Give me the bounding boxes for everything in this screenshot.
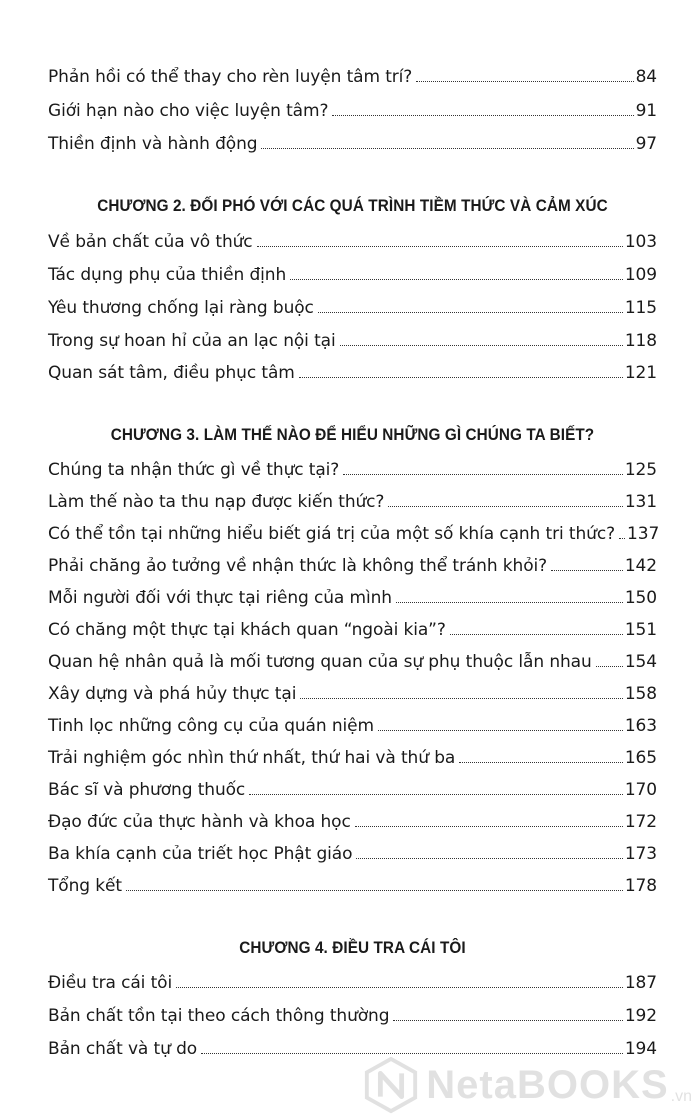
netabooks-logo-icon [362, 1056, 420, 1114]
toc-entry-title: Làm thế nào ta thu nạp được kiến thức? [48, 492, 385, 512]
toc-entry-title: Tinh lọc những công cụ của quán niệm [48, 716, 374, 736]
toc-entry [48, 227, 657, 253]
toc-entry-page: 131 [624, 492, 657, 512]
dot-leader [257, 246, 623, 247]
dot-leader [176, 987, 623, 988]
dot-leader [393, 1020, 622, 1021]
dot-leader [318, 312, 623, 313]
toc-entry [48, 968, 657, 994]
toc-entry-page: 154 [624, 652, 657, 672]
toc-entry-title: Mỗi người đối với thực tại riêng của mình [48, 588, 392, 608]
toc-entry [48, 358, 657, 384]
dot-leader [261, 148, 633, 149]
dot-leader [378, 730, 623, 731]
toc-entry-page: 170 [624, 780, 657, 800]
dot-leader [332, 115, 633, 116]
toc-entry-title: Quan hệ nhân quả là mối tương quan của sự phụ thuộc lẫn nhau [48, 652, 592, 672]
toc-entry-page: 137 [627, 524, 660, 544]
toc-entry-title: Tổng kết [48, 876, 122, 896]
toc-entry [48, 775, 657, 801]
dot-leader [340, 345, 623, 346]
dot-leader [356, 858, 622, 859]
toc-entry-page: 194 [624, 1039, 657, 1059]
toc-entry-title: Bản chất tồn tại theo cách thông thường [48, 1006, 390, 1026]
toc-entry-page: 142 [624, 556, 657, 576]
dot-leader [343, 474, 623, 475]
toc-entry-title: Trải nghiệm góc nhìn thứ nhất, thứ hai và thứ ba [48, 748, 456, 768]
toc-entry [48, 551, 657, 577]
toc-entry-page: 158 [624, 684, 657, 704]
chapter-heading: CHƯƠNG 2. ĐỐI PHÓ VỚI CÁC QUÁ TRÌNH TIỀM THỨC VÀ CẢM XÚC [97, 196, 608, 215]
dot-leader [300, 698, 623, 699]
toc-entry [48, 871, 657, 897]
toc-entry [48, 807, 657, 833]
toc-entry-page: 121 [624, 363, 657, 383]
toc-entry-page: 192 [624, 1006, 657, 1026]
toc-entry-page: 109 [624, 265, 657, 285]
toc-entry [48, 615, 657, 641]
dot-leader [388, 506, 622, 507]
toc-entry-title: Chúng ta nhận thức gì về thực tại? [48, 460, 340, 480]
toc-entry-page: 165 [624, 748, 657, 768]
dot-leader [201, 1053, 623, 1054]
toc-entry-title: Phản hồi có thể thay cho rèn luyện tâm trí? [48, 67, 413, 87]
toc-entry [48, 260, 657, 286]
toc-entry-title: Ba khía cạnh của triết học Phật giáo [48, 844, 353, 864]
toc-entry-page: 125 [624, 460, 657, 480]
chapter-heading: CHƯƠNG 4. ĐIỀU TRA CÁI TÔI [239, 938, 466, 957]
toc-entry-title: Bản chất và tự do [48, 1039, 198, 1059]
toc-entry-title: Đạo đức của thực hành và khoa học [48, 812, 351, 832]
dot-leader [126, 890, 623, 891]
watermark-brand: NetaBOOKS [426, 1062, 669, 1107]
toc-entry [48, 1001, 657, 1027]
dot-leader [551, 570, 623, 571]
toc-entry-page: 118 [624, 331, 657, 351]
toc-entry [48, 519, 660, 545]
toc-entry-page: 115 [624, 298, 657, 318]
toc-entry-title: Bác sĩ và phương thuốc [48, 780, 246, 800]
dot-leader [450, 634, 623, 635]
toc-entry-page: 173 [624, 844, 657, 864]
toc-entry-page: 150 [624, 588, 657, 608]
dot-leader [355, 826, 623, 827]
toc-entry-page: 97 [635, 134, 657, 154]
toc-entry-title: Yêu thương chống lại ràng buộc [48, 298, 314, 318]
dot-leader [299, 377, 623, 378]
toc-entry-page: 91 [635, 101, 657, 121]
toc-entry-page: 84 [635, 67, 657, 87]
watermark-suffix: .vn [670, 1088, 692, 1105]
toc-entry-title: Có thể tồn tại những hiểu biết giá trị của một số khía cạnh tri thức? [48, 524, 616, 544]
dot-leader [619, 538, 625, 539]
toc-entry-page: 178 [624, 876, 657, 896]
dot-leader [249, 794, 623, 795]
toc-entry [48, 487, 657, 513]
toc-entry-title: Phải chăng ảo tưởng về nhận thức là không thể tránh khỏi? [48, 556, 548, 576]
toc-entry [48, 839, 657, 865]
toc-entry-page: 172 [624, 812, 657, 832]
toc-entry [48, 647, 657, 673]
toc-entry-page: 103 [624, 232, 657, 252]
toc-entry-title: Trong sự hoan hỉ của an lạc nội tại [48, 331, 336, 351]
chapter-heading: CHƯƠNG 3. LÀM THẾ NÀO ĐỂ HIỂU NHỮNG GÌ CHÚNG TA BIẾT? [110, 425, 595, 444]
dot-leader [459, 762, 623, 763]
toc-entry [48, 743, 657, 769]
toc-entry [48, 583, 657, 609]
toc-entry [48, 455, 657, 481]
toc-entry-page: 187 [624, 973, 657, 993]
dot-leader [416, 81, 633, 82]
toc-entry [48, 96, 657, 122]
toc-entry [48, 679, 657, 705]
toc-entry [48, 62, 657, 88]
dot-leader [290, 279, 623, 280]
toc-entry-title: Xây dựng và phá hủy thực tại [48, 684, 297, 704]
toc-entry-page: 163 [624, 716, 657, 736]
netabooks-watermark [362, 1056, 692, 1114]
toc-entry-title: Điều tra cái tôi [48, 973, 173, 993]
toc-entry-title: Về bản chất của vô thức [48, 232, 253, 252]
toc-entry-title: Tác dụng phụ của thiền định [48, 265, 287, 285]
dot-leader [596, 666, 623, 667]
toc-entry-title: Quan sát tâm, điều phục tâm [48, 363, 295, 383]
toc-entry [48, 326, 657, 352]
toc-entry-title: Thiền định và hành động [48, 134, 258, 154]
toc-entry-page: 151 [624, 620, 657, 640]
toc-entry [48, 293, 657, 319]
toc-entry-title: Có chăng một thực tại khách quan “ngoài kia”? [48, 620, 446, 640]
toc-entry-title: Giới hạn nào cho việc luyện tâm? [48, 101, 329, 121]
toc-entry [48, 711, 657, 737]
toc-entry [48, 129, 657, 155]
dot-leader [396, 602, 623, 603]
